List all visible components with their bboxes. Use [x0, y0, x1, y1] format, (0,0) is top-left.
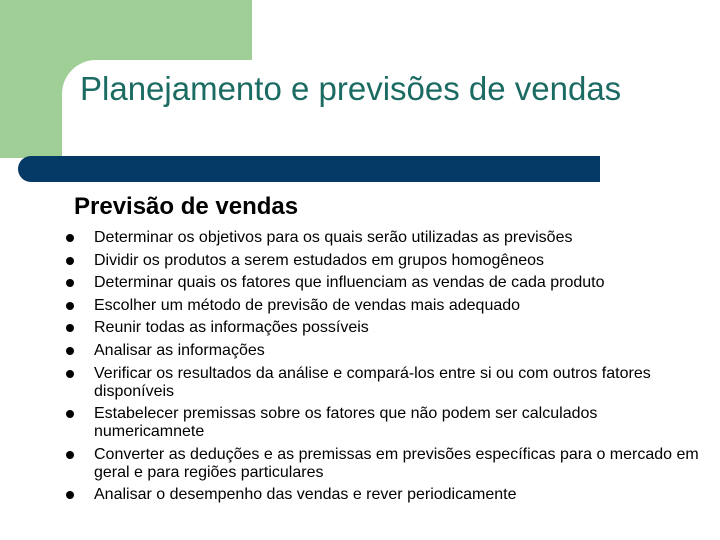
bullet-text: Verificar os resultados da análise e compará-los entre si ou com outros fatores disponíveis	[94, 364, 651, 400]
bullet-dot-icon	[66, 302, 74, 310]
bullet-dot-icon	[66, 370, 74, 378]
bullet-text: Estabelecer premissas sobre os fatores que não podem ser calculados numericamnete	[94, 405, 598, 441]
bullet-item	[66, 342, 706, 360]
bullet-item	[66, 486, 706, 504]
bullet-item	[66, 297, 706, 315]
bullet-dot-icon	[66, 451, 74, 459]
bullet-text: Escolher um método de previsão de vendas mais adequado	[94, 296, 521, 314]
bullet-dot-icon	[66, 279, 74, 287]
bullet-item	[66, 405, 706, 441]
bullet-dot-icon	[66, 491, 74, 499]
bullet-item	[66, 319, 706, 337]
bullet-text: Analisar as informações	[94, 341, 265, 359]
bullet-dot-icon	[66, 347, 74, 355]
bullet-dot-icon	[66, 324, 74, 332]
bullet-dot-icon	[66, 410, 74, 418]
bullet-text: Determinar os objetivos para os quais serão utilizadas as previsões	[94, 229, 573, 246]
bullet-dot-icon	[66, 257, 74, 265]
bullet-text: Reunir todas as informações possíveis	[94, 319, 369, 337]
bullet-text: Converter as deduções e as premissas em previsões específicas para o mercado em geral e para regiões particulares	[94, 445, 699, 481]
bullet-item	[66, 252, 706, 270]
title-divider-bar	[18, 156, 600, 182]
bullet-item	[66, 274, 706, 292]
bullet-text: Dividir os produtos a serem estudados em grupos homogêneos	[94, 251, 545, 269]
bullet-text: Determinar quais os fatores que influenciam as vendas de cada produto	[94, 274, 605, 292]
bullet-dot-icon	[66, 234, 74, 242]
slide-title: Planejamento e previsões de vendas	[80, 70, 622, 107]
bullet-text: Analisar o desempenho das vendas e rever periodicamente	[94, 486, 517, 504]
bullet-item	[66, 446, 706, 482]
section-heading: Previsão de vendas	[74, 193, 299, 220]
bullet-item	[66, 365, 706, 401]
title-area	[80, 70, 680, 108]
bullet-list	[66, 229, 706, 509]
bullet-item	[66, 229, 706, 247]
